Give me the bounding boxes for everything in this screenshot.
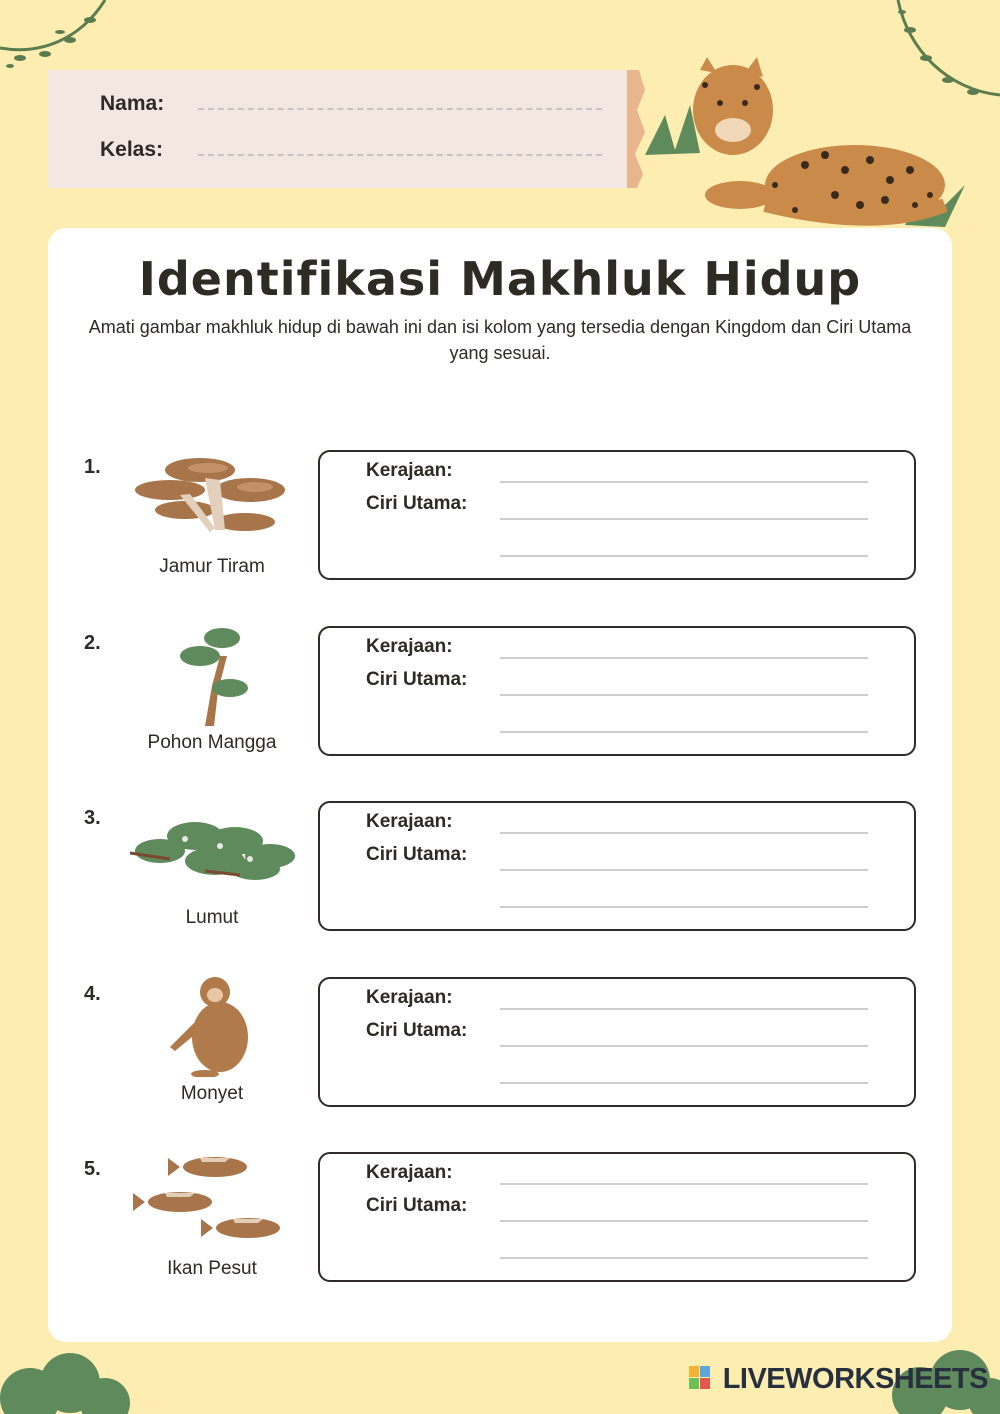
feature-label: Ciri Utama: — [366, 1195, 468, 1216]
moss-icon — [130, 801, 300, 901]
class-field[interactable] — [100, 138, 163, 162]
class-input-line[interactable] — [198, 138, 602, 156]
kingdom-answer-line[interactable] — [500, 1008, 868, 1010]
kingdom-answer-line[interactable] — [500, 832, 868, 834]
torn-edge-icon — [627, 70, 647, 188]
kingdom-answer-line[interactable] — [500, 481, 868, 483]
item-label: Lumut — [185, 907, 239, 928]
student-info-panel — [48, 70, 633, 188]
answer-box — [318, 977, 916, 1107]
liveworksheets-brand[interactable] — [689, 1363, 988, 1396]
feature-answer-line-2[interactable] — [500, 731, 868, 733]
monkey-icon — [130, 977, 300, 1077]
bush-bottom-left-icon — [0, 1338, 140, 1414]
feature-answer-line[interactable] — [500, 518, 868, 520]
name-field[interactable] — [100, 92, 164, 116]
feature-answer-line[interactable] — [500, 869, 868, 871]
item-label: Pohon Mangga — [147, 732, 277, 753]
kingdom-answer-line[interactable] — [500, 1183, 868, 1185]
item-number: 3. — [84, 807, 101, 829]
item-number: 5. — [84, 1158, 101, 1180]
tree-icon — [130, 626, 300, 726]
kingdom-label: Kerajaan: — [366, 811, 453, 832]
vine-top-left-icon — [0, 0, 120, 80]
item-label: Jamur Tiram — [159, 556, 265, 577]
kingdom-label: Kerajaan: — [366, 987, 453, 1008]
feature-answer-line[interactable] — [500, 694, 868, 696]
class-label: Kelas: — [100, 138, 164, 161]
feature-answer-line-2[interactable] — [500, 1082, 868, 1084]
liveworksheets-logo-icon — [689, 1366, 711, 1390]
item-number: 1. — [84, 456, 101, 478]
item-label: Ikan Pesut — [167, 1258, 257, 1279]
answer-box — [318, 801, 916, 931]
item-number: 2. — [84, 632, 101, 654]
feature-label: Ciri Utama: — [366, 669, 468, 690]
fish-icon — [130, 1152, 300, 1252]
feature-answer-line-2[interactable] — [500, 906, 868, 908]
feature-answer-line-2[interactable] — [500, 1257, 868, 1259]
leopard-illustration-icon — [645, 55, 970, 230]
page-title: Identifikasi Makhluk Hidup — [138, 252, 862, 306]
feature-answer-line-2[interactable] — [500, 555, 868, 557]
feature-answer-line[interactable] — [500, 1045, 868, 1047]
item-label: Monyet — [180, 1083, 244, 1104]
instructions: Amati gambar makhluk hidup di bawah ini dan isi kolom yang tersedia dengan Kingdom dan Ciri Utama yang sesuai. — [88, 317, 912, 363]
answer-box — [318, 450, 916, 580]
kingdom-label: Kerajaan: — [366, 1162, 453, 1183]
kingdom-answer-line[interactable] — [500, 657, 868, 659]
feature-label: Ciri Utama: — [366, 493, 468, 514]
answer-box — [318, 626, 916, 756]
name-label: Nama: — [100, 92, 165, 115]
oyster-mushroom-icon — [130, 450, 300, 550]
kingdom-label: Kerajaan: — [366, 460, 453, 481]
item-number: 4. — [84, 983, 101, 1005]
feature-label: Ciri Utama: — [366, 844, 468, 865]
feature-label: Ciri Utama: — [366, 1020, 468, 1041]
name-input-line[interactable] — [198, 92, 602, 110]
feature-answer-line[interactable] — [500, 1220, 868, 1222]
kingdom-label: Kerajaan: — [366, 636, 453, 657]
answer-box — [318, 1152, 916, 1282]
brand-name: LIVEWORKSHEETS — [722, 1363, 988, 1395]
